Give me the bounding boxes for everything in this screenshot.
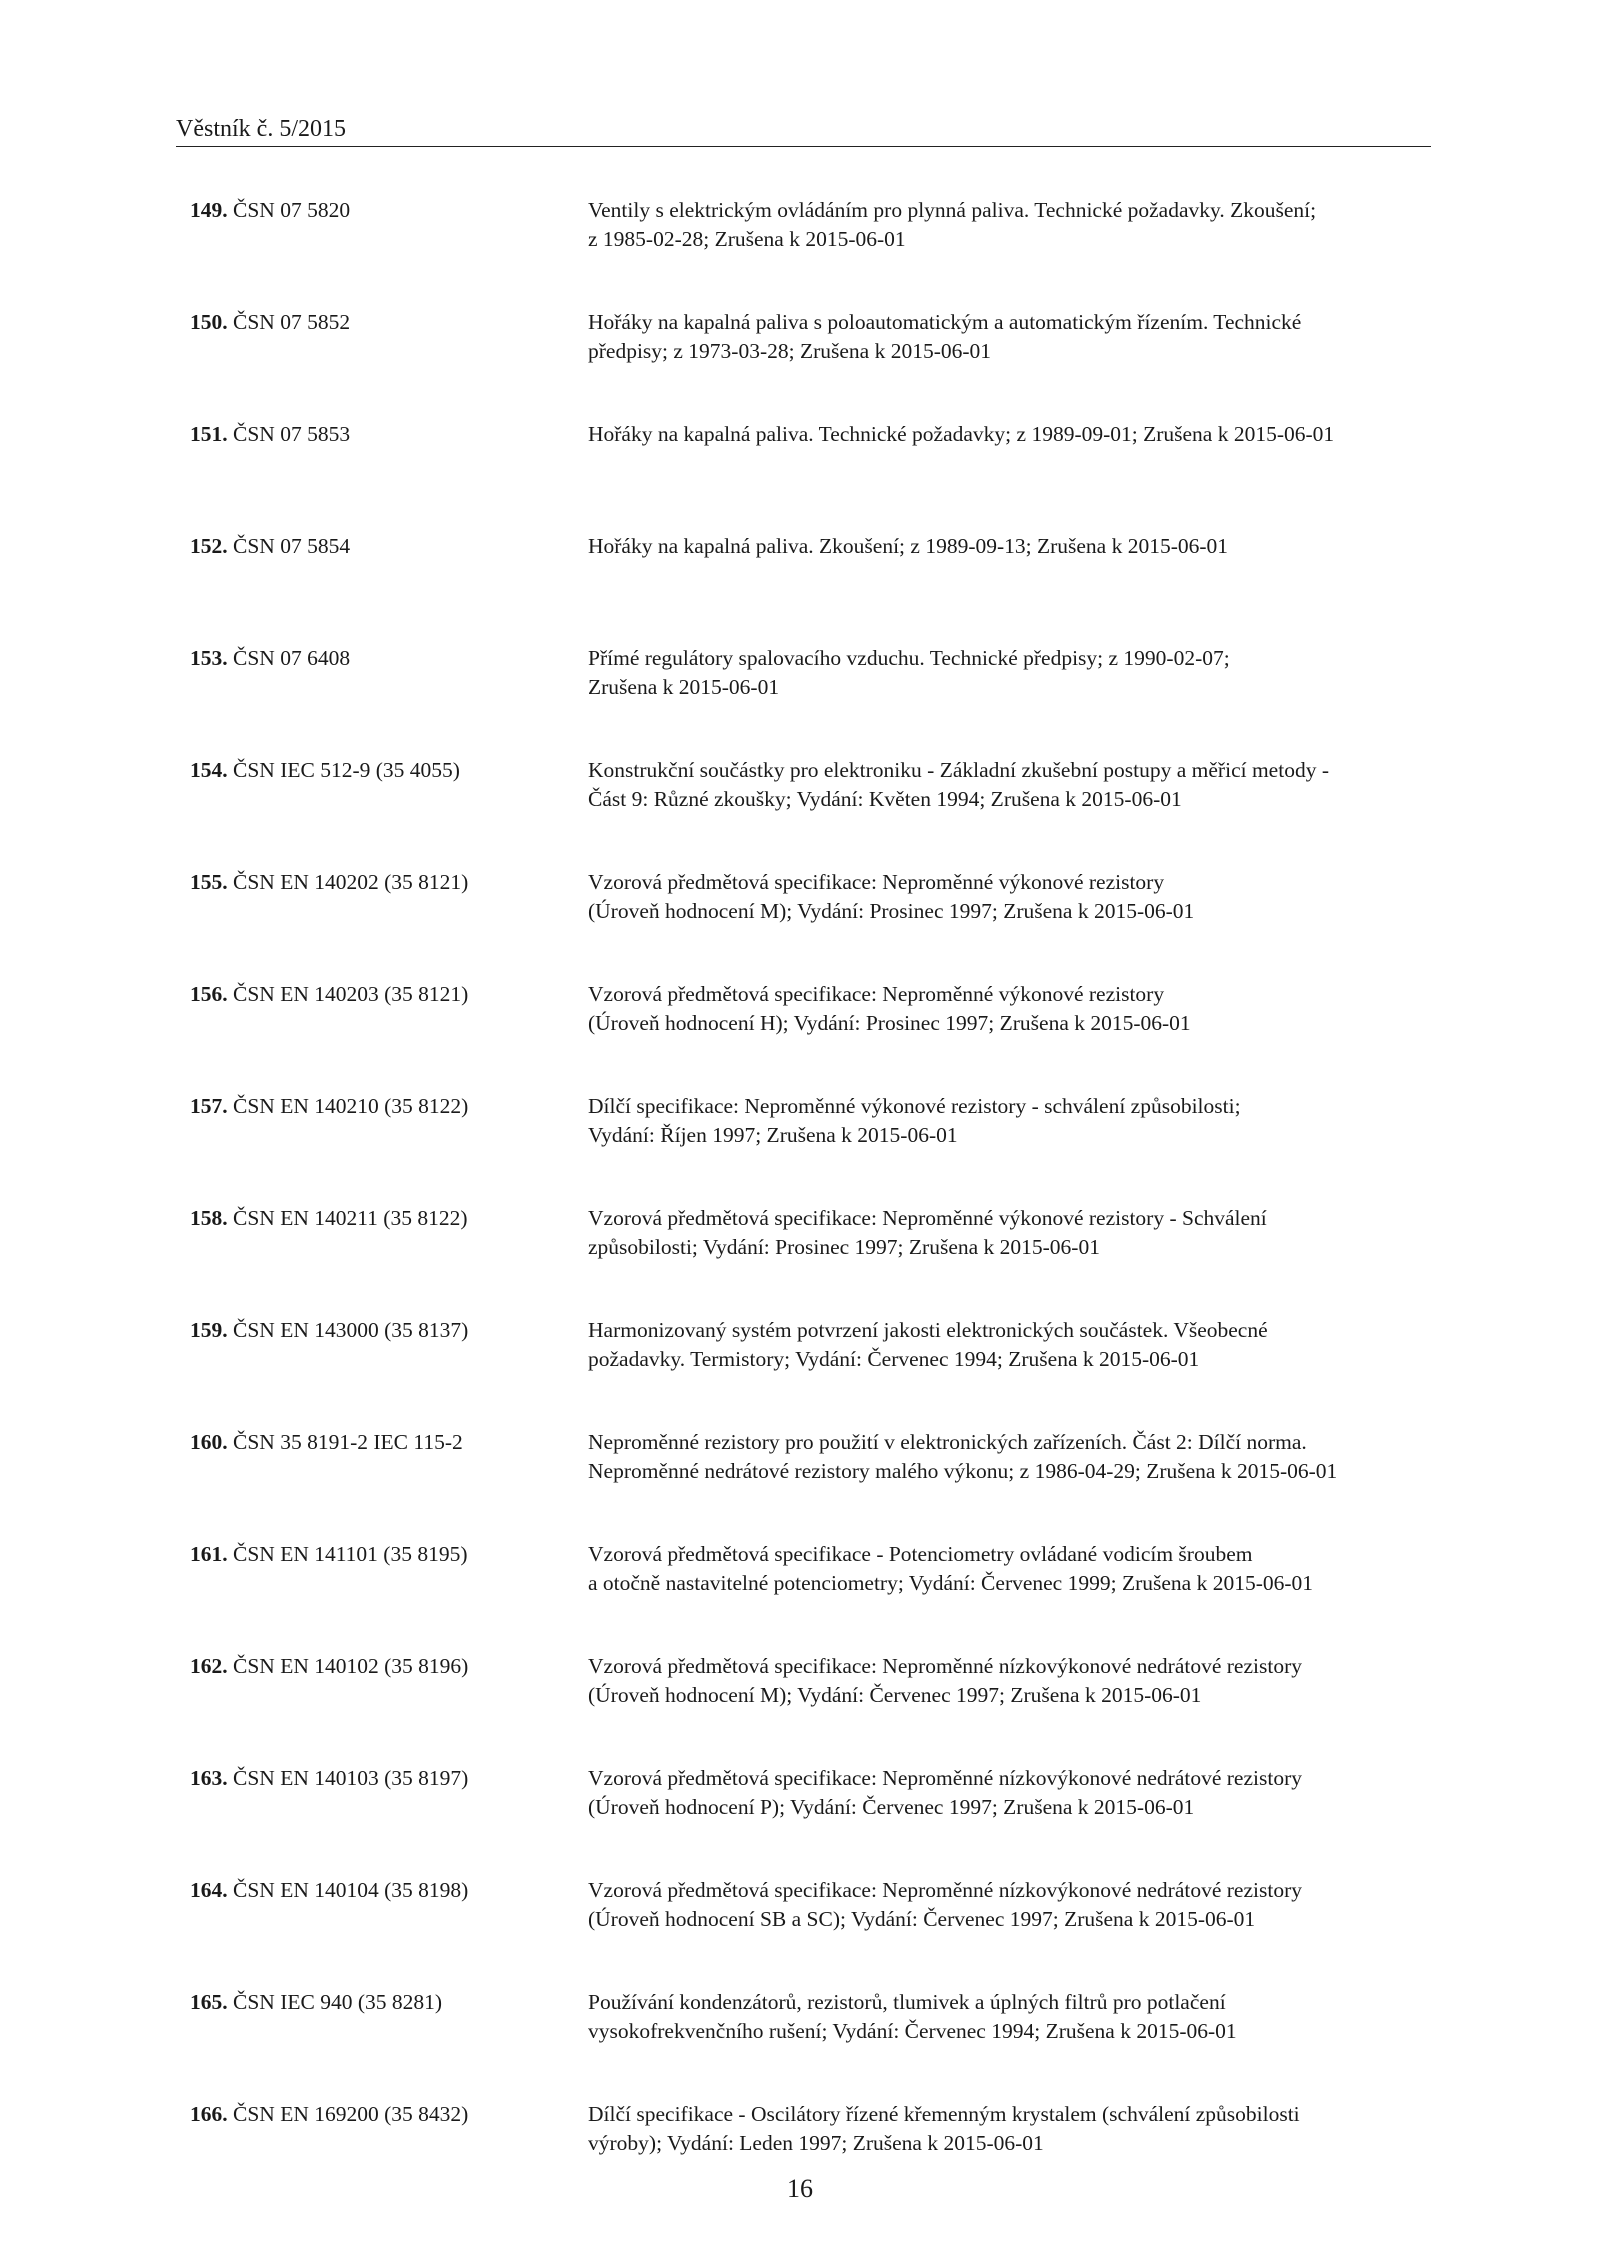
standard-description <box>588 1764 1418 1822</box>
standard-designation <box>190 532 580 561</box>
list-item <box>190 1092 1430 1204</box>
list-item <box>190 1764 1430 1876</box>
standard-designation <box>190 1876 580 1905</box>
description-line: Hořáky na kapalná paliva. Zkoušení; z 1989-09-13; Zrušena k 2015-06-01 <box>588 534 1229 558</box>
standard-description <box>588 196 1418 254</box>
list-item <box>190 420 1430 532</box>
item-number: 152. <box>190 534 228 558</box>
standard-code: ČSN 07 5852 <box>233 310 351 334</box>
description-line: (Úroveň hodnocení SB a SC); Vydání: Červenec 1997; Zrušena k 2015-06-01 <box>588 1907 1256 1931</box>
description-line: Dílčí specifikace: Neproměnné výkonové rezistory - schválení způsobilosti; <box>588 1094 1241 1118</box>
standard-code: ČSN EN 143000 (35 8137) <box>233 1318 469 1342</box>
standard-code: ČSN EN 140211 (35 8122) <box>233 1206 468 1230</box>
standard-description <box>588 2100 1418 2158</box>
standard-description <box>588 980 1418 1038</box>
list-item <box>190 1988 1430 2100</box>
description-line: předpisy; z 1973-03-28; Zrušena k 2015-06-01 <box>588 339 992 363</box>
standard-code: ČSN EN 140103 (35 8197) <box>233 1766 469 1790</box>
item-number: 165. <box>190 1990 228 2014</box>
standard-description <box>588 868 1418 926</box>
standard-description <box>588 308 1418 366</box>
description-line: Dílčí specifikace - Oscilátory řízené křemenným krystalem (schválení způsobilosti <box>588 2102 1300 2126</box>
description-line: požadavky. Termistory; Vydání: Červenec 1994; Zrušena k 2015-06-01 <box>588 1347 1200 1371</box>
standard-designation <box>190 1988 580 2017</box>
list-item <box>190 1652 1430 1764</box>
description-line: Neproměnné nedrátové rezistory malého výkonu; z 1986-04-29; Zrušena k 2015-06-01 <box>588 1459 1338 1483</box>
standard-description <box>588 756 1418 814</box>
standard-code: ČSN 07 5854 <box>233 534 351 558</box>
item-number: 151. <box>190 422 228 446</box>
standard-description <box>588 1988 1418 2046</box>
description-line: Přímé regulátory spalovacího vzduchu. Technické předpisy; z 1990-02-07; <box>588 646 1230 670</box>
item-number: 161. <box>190 1542 228 1566</box>
description-line: Vzorová předmětová specifikace: Neproměnné výkonové rezistory <box>588 982 1165 1006</box>
description-line: (Úroveň hodnocení P); Vydání: Červenec 1997; Zrušena k 2015-06-01 <box>588 1795 1195 1819</box>
standard-designation <box>190 868 580 897</box>
item-number: 156. <box>190 982 228 1006</box>
standard-designation <box>190 756 580 785</box>
item-number: 150. <box>190 310 228 334</box>
standard-description <box>588 1428 1418 1486</box>
description-line: Vzorová předmětová specifikace: Neproměnné výkonové rezistory - Schválení <box>588 1206 1267 1230</box>
standard-designation <box>190 1316 580 1345</box>
description-line: (Úroveň hodnocení M); Vydání: Prosinec 1997; Zrušena k 2015-06-01 <box>588 899 1195 923</box>
description-line: Neproměnné rezistory pro použití v elektronických zařízeních. Část 2: Dílčí norma. <box>588 1430 1307 1454</box>
standard-description <box>588 1876 1418 1934</box>
list-item <box>190 644 1430 756</box>
standard-designation <box>190 308 580 337</box>
item-number: 154. <box>190 758 228 782</box>
list-item <box>190 1540 1430 1652</box>
item-number: 160. <box>190 1430 228 1454</box>
standard-designation <box>190 1428 580 1457</box>
standard-designation <box>190 2100 580 2129</box>
standard-code: ČSN 07 6408 <box>233 646 351 670</box>
description-line: Vzorová předmětová specifikace: Neproměnné výkonové rezistory <box>588 870 1165 894</box>
standard-description <box>588 1204 1418 1262</box>
standard-code: ČSN EN 169200 (35 8432) <box>233 2102 469 2126</box>
standard-code: ČSN EN 140203 (35 8121) <box>233 982 469 1006</box>
description-line: vysokofrekvenčního rušení; Vydání: Červenec 1994; Zrušena k 2015-06-01 <box>588 2019 1237 2043</box>
standard-description <box>588 532 1418 561</box>
list-item <box>190 1428 1430 1540</box>
description-line: Používání kondenzátorů, rezistorů, tlumivek a úplných filtrů pro potlačení <box>588 1990 1226 2014</box>
description-line: Hořáky na kapalná paliva. Technické požadavky; z 1989-09-01; Zrušena k 2015-06-01 <box>588 422 1335 446</box>
standard-code: ČSN EN 140202 (35 8121) <box>233 870 469 894</box>
standard-designation <box>190 980 580 1009</box>
standard-designation <box>190 1092 580 1121</box>
item-number: 163. <box>190 1766 228 1790</box>
description-line: Část 9: Různé zkoušky; Vydání: Květen 1994; Zrušena k 2015-06-01 <box>588 787 1182 811</box>
list-item <box>190 1876 1430 1988</box>
description-line: (Úroveň hodnocení H); Vydání: Prosinec 1997; Zrušena k 2015-06-01 <box>588 1011 1191 1035</box>
description-line: Harmonizovaný systém potvrzení jakosti elektronických součástek. Všeobecné <box>588 1318 1268 1342</box>
description-line: výroby); Vydání: Leden 1997; Zrušena k 2015-06-01 <box>588 2131 1044 2155</box>
list-item <box>190 868 1430 980</box>
standard-code: ČSN EN 141101 (35 8195) <box>233 1542 468 1566</box>
item-number: 158. <box>190 1206 228 1230</box>
list-item <box>190 532 1430 644</box>
standard-code: ČSN 07 5820 <box>233 198 351 222</box>
standard-code: ČSN EN 140104 (35 8198) <box>233 1878 469 1902</box>
item-number: 162. <box>190 1654 228 1678</box>
standard-designation <box>190 1764 580 1793</box>
item-number: 164. <box>190 1878 228 1902</box>
list-item <box>190 980 1430 1092</box>
item-number: 149. <box>190 198 228 222</box>
item-number: 153. <box>190 646 228 670</box>
standard-code: ČSN IEC 512-9 (35 4055) <box>233 758 460 782</box>
standard-description <box>588 420 1418 449</box>
journal-title: Věstník č. 5/2015 <box>176 116 346 142</box>
page-header <box>176 112 1431 147</box>
item-number: 166. <box>190 2102 228 2126</box>
standard-description <box>588 1092 1418 1150</box>
description-line: Ventily s elektrickým ovládáním pro plynná paliva. Technické požadavky. Zkoušení; <box>588 198 1317 222</box>
standard-designation <box>190 196 580 225</box>
item-number: 155. <box>190 870 228 894</box>
item-number: 157. <box>190 1094 228 1118</box>
standard-code: ČSN EN 140210 (35 8122) <box>233 1094 469 1118</box>
description-line: Vzorová předmětová specifikace: Neproměnné nízkovýkonové nedrátové rezistory <box>588 1878 1302 1902</box>
description-line: Vydání: Říjen 1997; Zrušena k 2015-06-01 <box>588 1123 958 1147</box>
description-line: (Úroveň hodnocení M); Vydání: Červenec 1997; Zrušena k 2015-06-01 <box>588 1683 1202 1707</box>
page-number: 16 <box>787 2174 813 2203</box>
description-line: Konstrukční součástky pro elektroniku - Základní zkušební postupy a měřicí metody - <box>588 758 1329 782</box>
standard-code: ČSN EN 140102 (35 8196) <box>233 1654 469 1678</box>
standard-code: ČSN IEC 940 (35 8281) <box>233 1990 443 2014</box>
standard-description <box>588 1540 1418 1598</box>
standard-designation <box>190 644 580 673</box>
standard-code: ČSN 35 8191-2 IEC 115-2 <box>233 1430 463 1454</box>
standard-description <box>588 1316 1418 1374</box>
description-line: Vzorová předmětová specifikace - Potenciometry ovládané vodicím šroubem <box>588 1542 1253 1566</box>
list-item <box>190 196 1430 308</box>
standard-designation <box>190 1652 580 1681</box>
description-line: Vzorová předmětová specifikace: Neproměnné nízkovýkonové nedrátové rezistory <box>588 1766 1302 1790</box>
standard-description <box>588 1652 1418 1710</box>
standards-list <box>190 196 1430 2212</box>
description-line: Vzorová předmětová specifikace: Neproměnné nízkovýkonové nedrátové rezistory <box>588 1654 1302 1678</box>
list-item <box>190 308 1430 420</box>
description-line: z 1985-02-28; Zrušena k 2015-06-01 <box>588 227 906 251</box>
list-item <box>190 1204 1430 1316</box>
item-number: 159. <box>190 1318 228 1342</box>
standard-designation <box>190 420 580 449</box>
standard-code: ČSN 07 5853 <box>233 422 351 446</box>
description-line: Hořáky na kapalná paliva s poloautomatickým a automatickým řízením. Technické <box>588 310 1302 334</box>
standard-description <box>588 644 1418 702</box>
description-line: a otočně nastavitelné potenciometry; Vydání: Červenec 1999; Zrušena k 2015-06-01 <box>588 1571 1314 1595</box>
standard-designation <box>190 1204 580 1233</box>
list-item <box>190 1316 1430 1428</box>
description-line: způsobilosti; Vydání: Prosinec 1997; Zrušena k 2015-06-01 <box>588 1235 1100 1259</box>
description-line: Zrušena k 2015-06-01 <box>588 675 780 699</box>
list-item <box>190 756 1430 868</box>
standard-designation <box>190 1540 580 1569</box>
